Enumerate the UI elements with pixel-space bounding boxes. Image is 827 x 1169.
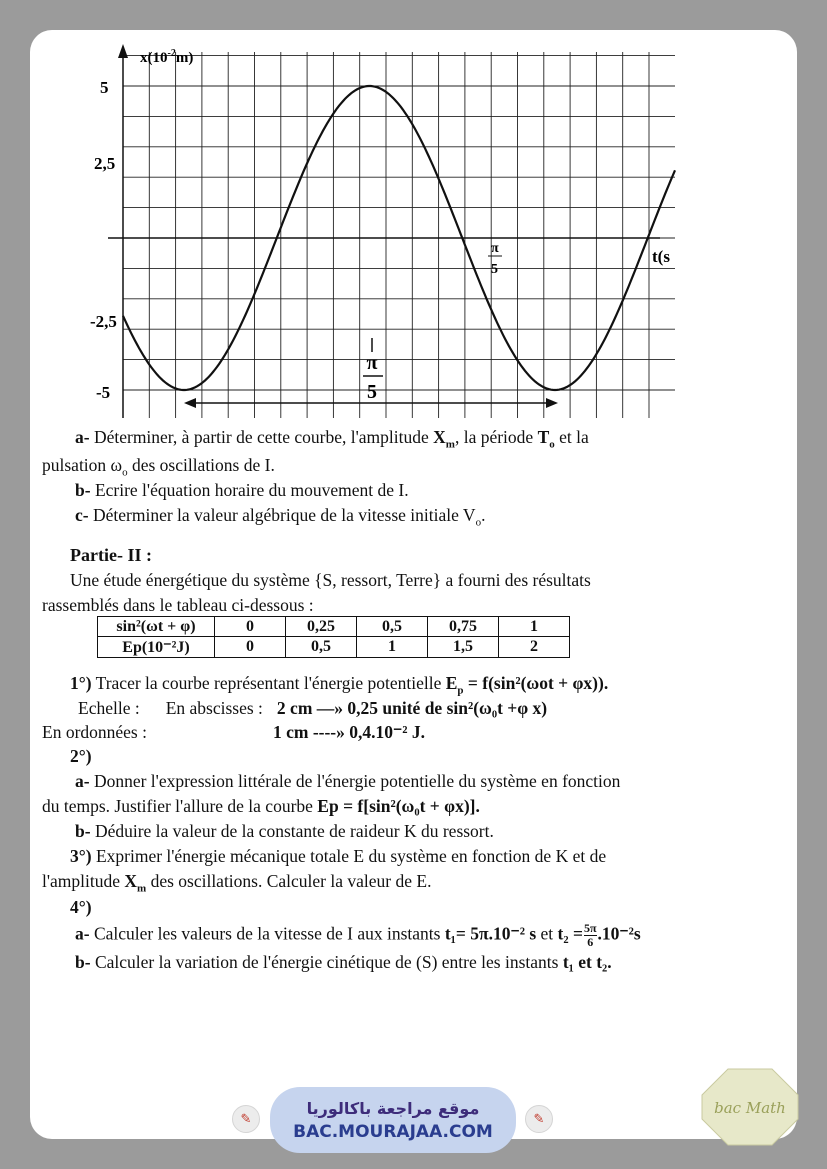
question-2-2b: b- Déduire la valeur de la constante de raideur K du ressort. xyxy=(75,821,494,841)
y-tick-labels xyxy=(90,78,117,402)
y-tick-label: 5 xyxy=(100,78,109,97)
question-2-2-label: 2°) xyxy=(70,746,92,766)
site-banner[interactable] xyxy=(270,1087,516,1153)
question-2-3: 3°) Exprimer l'énergie mécanique totale E du système en fonction de K et de xyxy=(70,846,607,866)
table-row xyxy=(98,617,570,637)
question-2-2a: a- Donner l'expression littérale de l'énergie potentielle du système en fonction xyxy=(75,771,621,791)
table-row xyxy=(98,637,570,658)
table-cell: 0,5 xyxy=(357,617,428,637)
y-tick-label: -2,5 xyxy=(90,312,117,331)
question-1a-line2: pulsation $\omega_o$ des oscillations de I. xyxy=(42,455,275,479)
table-cell: 1 xyxy=(499,617,570,637)
table-cell: 1,5 xyxy=(428,637,499,658)
table-header-ep: Ep(10⁻²J) xyxy=(98,637,215,658)
x-tick-label-den: 5 xyxy=(491,262,498,277)
question-2-4b: b- Calculer la variation de l'énergie cinétique de (S) entre les instants t₁ et t₂. xyxy=(75,952,612,972)
y-tick-label: -5 xyxy=(96,383,111,402)
question-1a: a- Déterminer, à partir de cette courbe, l'amplitude $X_m$, la période $T_o$ et la xyxy=(75,427,589,451)
question-1c: c- Déterminer la valeur algébrique de la vitesse initiale $V_o$. xyxy=(75,505,486,529)
svg-text:bac Math: bac Math xyxy=(714,1099,786,1117)
period-marker-den: 5 xyxy=(367,381,377,403)
part2-intro-line1: Une étude énergétique du système {S, ressort, Terre} a fourni des résultats xyxy=(70,570,591,590)
question-2-3-line2: l'amplitude $X_m$ des oscillations. Calculer la valeur de E. xyxy=(42,871,432,895)
x-axis-label: t(s xyxy=(652,247,670,266)
y-axis-arrow xyxy=(118,44,128,58)
graph-grid xyxy=(123,52,675,418)
table-header-sin2: sin²(ωt + φ) xyxy=(98,617,215,637)
book-logo-icon: ✎ xyxy=(232,1105,260,1133)
part2-title: Partie- II : xyxy=(70,545,152,565)
period-marker-num: π xyxy=(366,352,378,374)
table-cell: 0,5 xyxy=(286,637,357,658)
table-cell: 1 xyxy=(357,637,428,658)
bac-math-logo xyxy=(700,1067,800,1147)
x-tick-label-num: π xyxy=(491,241,499,256)
table-cell: 0 xyxy=(215,637,286,658)
scale-ordinate: En ordonnées : 1 cm ----» 0,4.10⁻² J. xyxy=(42,722,425,742)
site-arabic-name: موقع مراجعة باكالوريا xyxy=(306,1098,480,1118)
table-cell: 0 xyxy=(215,617,286,637)
question-2-2a-line2: du temps. Justifier l'allure de la courbe Ep = f[sin²(ω₀t + φx)]. xyxy=(42,796,480,816)
table-cell: 2 xyxy=(499,637,570,658)
question-1b: b- Ecrire l'équation horaire du mouvement de I. xyxy=(75,480,409,500)
table-cell: 0,25 xyxy=(286,617,357,637)
part2-intro-line2: rassemblés dans le tableau ci-dessous : xyxy=(42,595,314,615)
y-axis-label: $x(10^{-2}m)$ xyxy=(140,48,194,66)
book-logo-icon: ✎ xyxy=(525,1105,553,1133)
question-2-1: 1°) Tracer la courbe représentant l'énergie potentielle $E_p = f(\sin^2(\omega ot + \varphi x))$. xyxy=(70,673,609,697)
question-2-4-label: 4°) xyxy=(70,897,92,917)
period-arrow-left xyxy=(184,398,196,408)
period-arrow-right xyxy=(546,398,558,408)
oscillation-graph xyxy=(0,0,827,430)
energy-table xyxy=(97,616,570,658)
question-2-4a: a- Calculer les valeurs de la vitesse de I aux instants t₁= 5π.10⁻² s et t₂ = $\frac{5\pi}{6}$ .10⁻²s xyxy=(75,921,641,949)
y-tick-label: 2,5 xyxy=(94,154,116,173)
table-cell: 0,75 xyxy=(428,617,499,637)
scale-abscissa: Echelle : En abscisses : 2 cm —» 0,25 unité de sin²(ω₀t +φ x) xyxy=(78,698,548,718)
site-url[interactable]: BAC.MOURAJAA.COM xyxy=(293,1121,493,1142)
